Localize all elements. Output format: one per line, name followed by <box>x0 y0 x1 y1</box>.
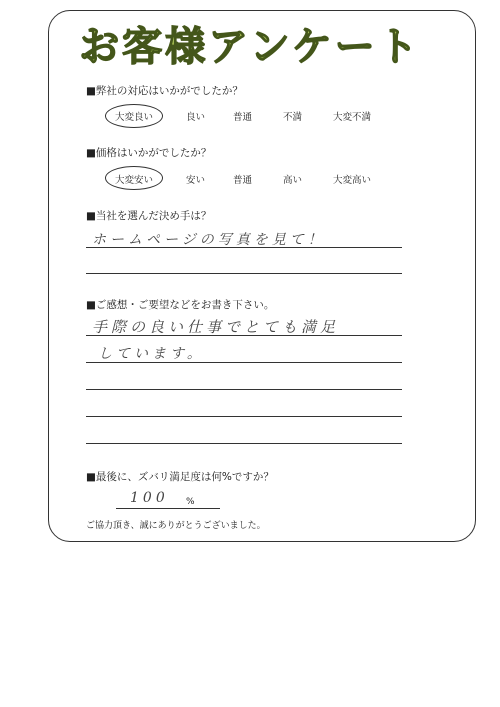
answer-satisfaction: 100 <box>130 490 169 506</box>
option-price-1[interactable]: 大変安い <box>115 175 154 186</box>
option-service-4[interactable]: 不満 <box>283 112 303 123</box>
answer-line <box>86 362 402 363</box>
option-price-5[interactable]: 大変高い <box>333 175 372 186</box>
option-price-3[interactable]: 普通 <box>233 175 253 186</box>
answer-line <box>86 389 402 390</box>
answer-deciding-factor: ホームページの写真を見て！ <box>92 232 326 248</box>
answer-comments-line2: しています。 <box>98 346 205 362</box>
answer-comments-line1: 手際の良い仕事でとても満足 <box>92 318 340 336</box>
thank-you-note: ご協力頂き、誠にありがとうございました。 <box>86 521 266 531</box>
option-price-2[interactable]: 安い <box>186 175 206 186</box>
question-satisfaction: ■最後に、ズバリ満足度は何%ですか？ <box>86 471 274 483</box>
title-text: お客様アンケート <box>79 24 421 70</box>
question-service: ■弊社の対応はいかがでしたか？ <box>86 85 243 97</box>
question-deciding-factor: ■当社を選んだ決め手は？ <box>86 210 212 222</box>
question-price: ■価格はいかがでしたか？ <box>86 147 212 159</box>
answer-line <box>86 273 402 274</box>
option-service-2[interactable]: 良い <box>186 112 206 123</box>
answer-line <box>86 416 402 417</box>
percent-unit: % <box>186 497 195 507</box>
option-price-4[interactable]: 高い <box>283 175 303 186</box>
question-comments: ■ご感想・ご要望などをお書き下さい。 <box>86 299 275 311</box>
satisfaction-line <box>116 508 220 509</box>
survey-title <box>0 18 500 70</box>
answer-line <box>86 443 402 444</box>
option-service-1[interactable]: 大変良い <box>115 112 154 123</box>
answer-line <box>86 247 402 248</box>
option-service-3[interactable]: 普通 <box>233 112 253 123</box>
option-service-5[interactable]: 大変不満 <box>333 112 372 123</box>
answer-line <box>86 335 402 336</box>
